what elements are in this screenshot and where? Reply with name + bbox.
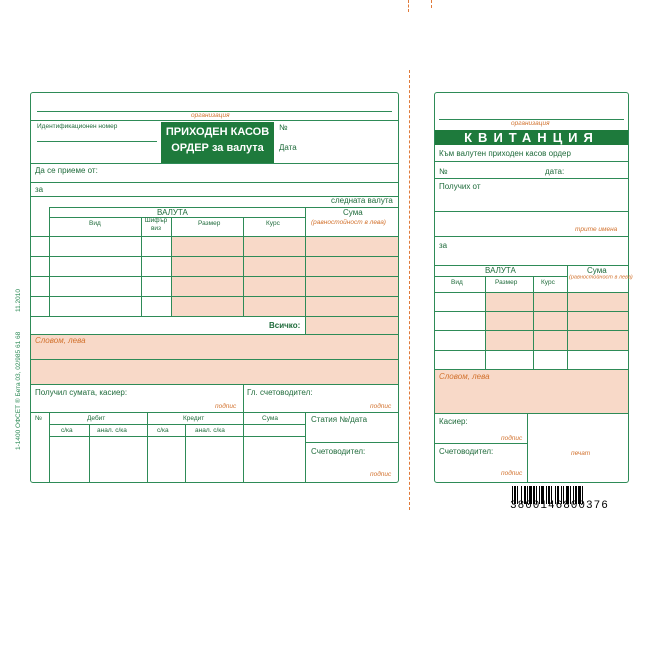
total-label: Всичко: xyxy=(269,321,301,330)
col-line-3 xyxy=(243,217,244,316)
signature-bottom xyxy=(31,412,398,413)
acc-col-debit-mid xyxy=(89,424,90,482)
acc-sub-line xyxy=(49,424,305,425)
receipt-col-1 xyxy=(485,276,486,369)
col-code: Шифър виз xyxy=(144,217,168,232)
acc-header-bottom xyxy=(49,436,305,437)
row-line-4 xyxy=(31,316,398,317)
receipt-in-words-bottom xyxy=(435,413,628,414)
cash-order-form xyxy=(30,92,399,483)
receipt-line-1 xyxy=(435,161,628,162)
row-line-3 xyxy=(31,296,398,297)
receipt-size-cells xyxy=(485,292,579,350)
for-label: за xyxy=(35,185,44,194)
receipt-row-3 xyxy=(435,350,628,351)
debit-anal-account: анал. с/ка xyxy=(97,427,127,434)
col-kind: Вид xyxy=(89,220,101,227)
article-line xyxy=(305,442,398,443)
receipt-form xyxy=(434,92,633,483)
receipt-col-rate: Курс xyxy=(541,279,555,286)
acc-col-no xyxy=(49,412,50,482)
order-no-label: № xyxy=(279,123,288,132)
order-title-line2: ОРДЕР за валута xyxy=(171,142,264,154)
receipt-org-hint: организация xyxy=(511,120,550,127)
receipt-in-words-label: Словом, лева xyxy=(439,372,490,381)
receipt-cashier-line xyxy=(435,443,527,444)
org-hint: организация xyxy=(191,112,230,119)
col-rate: Курс xyxy=(266,220,280,227)
receipt-date-label: дата: xyxy=(545,167,565,176)
in-words-label: Словом, лева xyxy=(35,336,86,345)
cashier-signature-hint: подпис xyxy=(215,403,237,410)
receipt-line-2 xyxy=(435,178,628,179)
order-date-label: Дата xyxy=(279,143,297,152)
receipt-row-1 xyxy=(435,311,628,312)
receive-line xyxy=(31,182,398,183)
currency-sub-line xyxy=(49,217,305,218)
in-words-mid xyxy=(31,359,398,360)
acc-sum-label: Сума xyxy=(262,415,278,422)
article-label: Статия №/дата xyxy=(311,415,368,424)
receipt-for-label: за xyxy=(439,241,448,250)
in-words-bottom xyxy=(31,384,398,385)
accountant-label: Счетоводител: xyxy=(311,447,366,456)
credit-label: Кредит xyxy=(183,415,205,422)
receipt-col-sum xyxy=(567,265,568,369)
receipt-accountant-label: Счетоводител: xyxy=(439,447,494,456)
acc-col-credit-mid xyxy=(185,424,186,482)
header-row-bottom xyxy=(31,236,398,237)
barcode-number: 3800146800376 xyxy=(510,500,609,512)
order-title-line1: ПРИХОДЕН КАСОВ xyxy=(165,126,270,138)
receipt-row-4 xyxy=(435,369,628,370)
receipt-sum-header: Сума xyxy=(587,266,607,275)
order-title xyxy=(161,122,274,163)
receipt-cashier-label: Касиер: xyxy=(439,417,468,426)
col-line-1 xyxy=(141,217,142,316)
receipt-col-kind: Вид xyxy=(451,279,463,286)
sum-sub: (равностойност в лева) xyxy=(311,219,386,226)
receipt-head-bottom xyxy=(435,292,628,293)
header-bottom xyxy=(31,163,398,164)
cashier-divider xyxy=(243,384,244,412)
receipt-stamp-hint: печат xyxy=(571,450,591,457)
receipt-currency-header: ВАЛУТА xyxy=(485,266,516,275)
received-cashier-label: Получил сумата, касиер: xyxy=(35,388,128,397)
acc-col-debit-end xyxy=(147,412,148,482)
side-print-text: 1-1400 ОФСЕТ ® Бета 03, 02/985 61 68 xyxy=(15,331,22,450)
chief-accountant-label: Гл. счетоводител: xyxy=(247,388,313,397)
receipt-no-label: № xyxy=(439,167,448,176)
receipt-sign-divider xyxy=(527,413,528,482)
acc-col-sum-end xyxy=(305,412,306,482)
acc-no-label: № xyxy=(35,415,42,422)
org-line-bottom xyxy=(31,120,398,121)
cut-line-top-right xyxy=(431,0,432,8)
receipt-sum-cells xyxy=(567,292,628,350)
credit-anal-account: анал. с/ка xyxy=(195,427,225,434)
receipt-line-3 xyxy=(435,211,628,212)
receipt-col-2 xyxy=(533,276,534,369)
receipt-names-hint: трите имена xyxy=(575,226,618,233)
credit-sub-account: с/ка xyxy=(157,427,169,434)
id-number-label: Идентификационен номер xyxy=(37,123,118,130)
row-line-2 xyxy=(31,276,398,277)
receipt-sum-sub: (равностойност в лева) xyxy=(569,274,633,281)
accountant-signature-hint: подпис xyxy=(370,471,392,478)
receipt-title: КВИТАНЦИЯ xyxy=(435,130,628,145)
receipt-col-size: Размер xyxy=(495,279,518,286)
chief-signature-hint: подпис xyxy=(370,403,392,410)
table-left xyxy=(49,207,50,316)
col-line-2 xyxy=(171,217,172,316)
cut-line-middle xyxy=(409,70,410,510)
total-line xyxy=(31,334,398,335)
following-currency-label: следната валута xyxy=(331,196,393,205)
receipt-received-from: Получих от xyxy=(439,182,481,191)
receipt-cashier-signature: подпис xyxy=(501,435,523,442)
total-cell xyxy=(305,316,398,334)
currency-header: ВАЛУТА xyxy=(157,208,188,217)
receive-from-label: Да се приеме от: xyxy=(35,166,98,175)
receipt-line-4 xyxy=(435,236,628,237)
acc-col-credit-end xyxy=(243,412,244,482)
col-size: Размер xyxy=(198,220,221,227)
receipt-currency-sub xyxy=(435,276,567,277)
debit-label: Дебит xyxy=(87,415,106,422)
receipt-to-order: Към валутен приходен касов ордер xyxy=(439,149,571,158)
side-print-date: 11.2010 xyxy=(15,288,22,312)
receipt-row-2 xyxy=(435,330,628,331)
sum-header: Сума xyxy=(343,208,363,217)
col-line-4 xyxy=(305,207,306,334)
row-line-1 xyxy=(31,256,398,257)
receipt-accountant-signature: подпис xyxy=(501,470,523,477)
debit-sub-account: с/ка xyxy=(61,427,73,434)
id-line xyxy=(37,141,157,142)
cut-line-top xyxy=(408,0,409,12)
